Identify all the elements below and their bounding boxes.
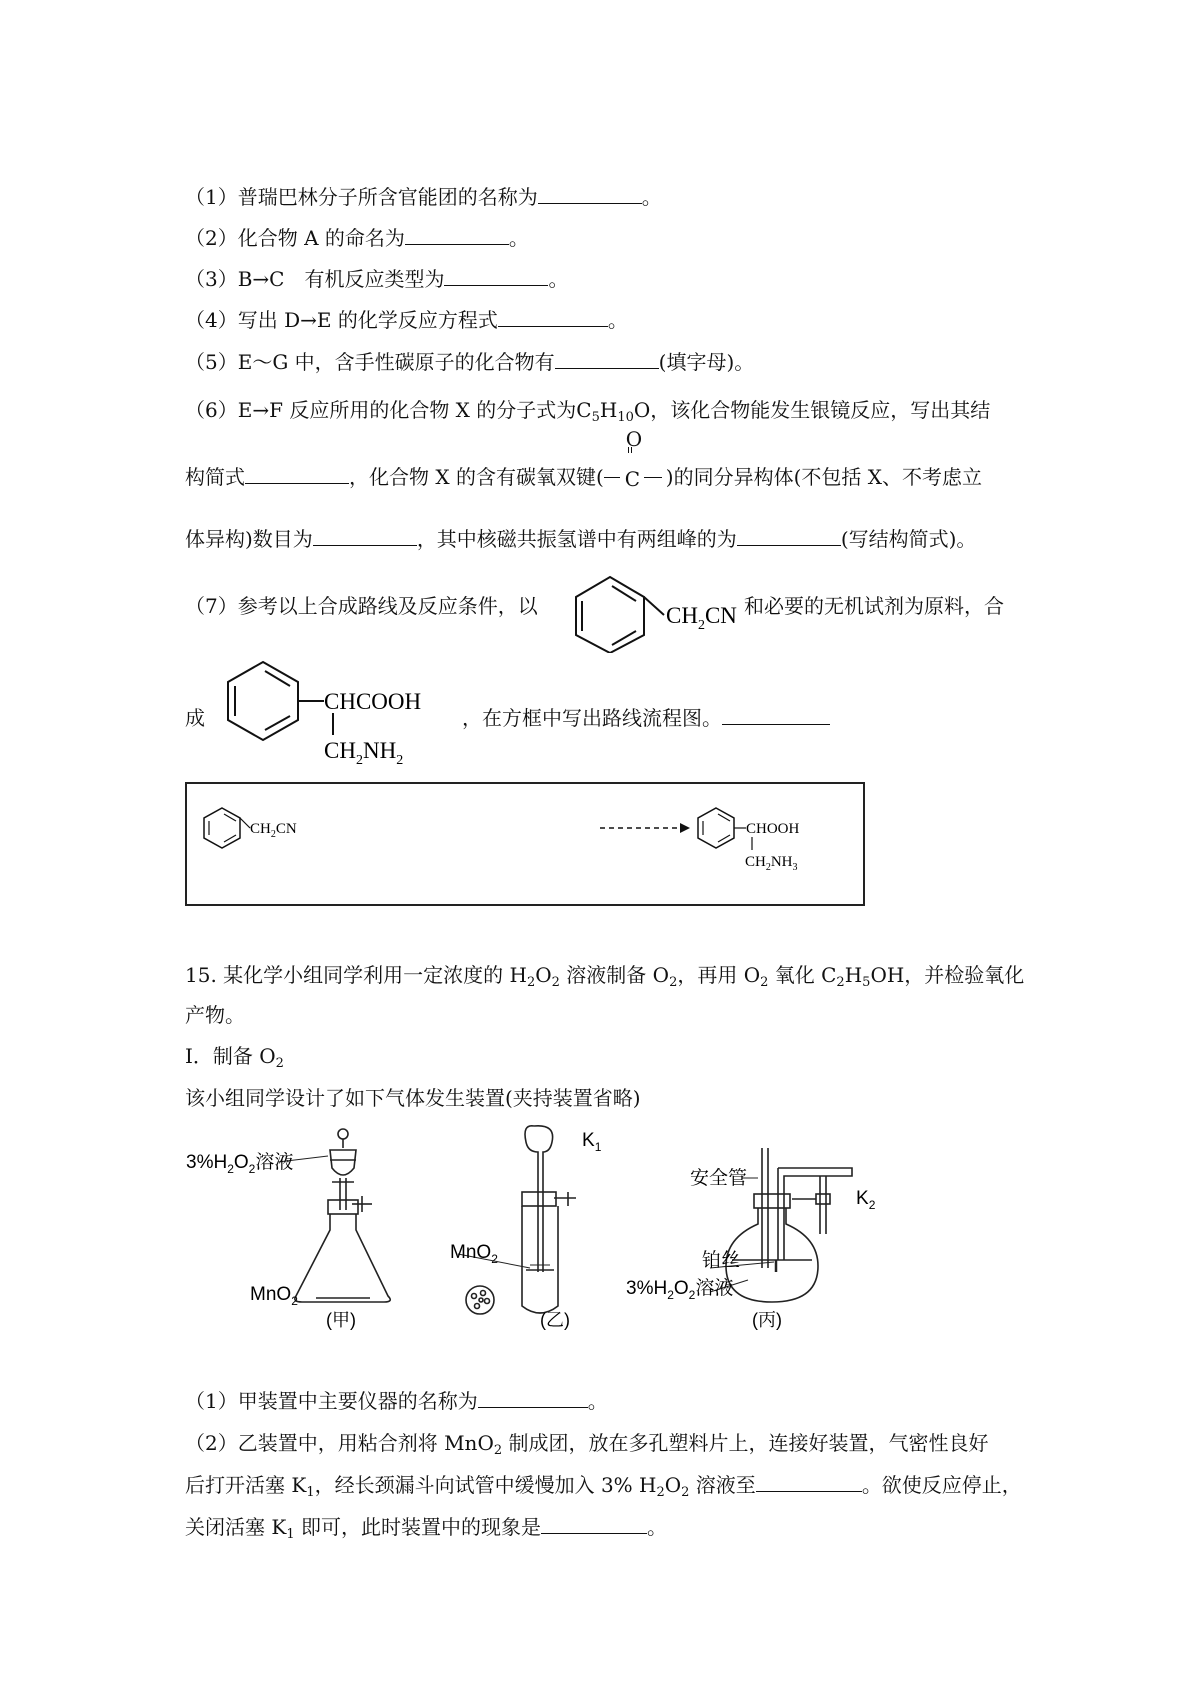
answer-blank[interactable] — [555, 348, 659, 369]
answer-blank[interactable] — [444, 265, 548, 286]
answer-blank[interactable] — [478, 1387, 588, 1408]
apparatus-figure — [180, 1120, 960, 1340]
q15-part1-q1: （1）甲装置中主要仪器的名称为 。 — [185, 1389, 608, 1413]
answer-blank[interactable] — [541, 1513, 647, 1534]
apparatus-jia — [278, 1129, 390, 1302]
q14-part4: （4）写出 D→E 的化学反应方程式 。 — [185, 308, 628, 332]
answer-blank[interactable] — [405, 224, 509, 245]
q14-part1: （1）普瑞巴林分子所含官能团的名称为 。 — [185, 185, 662, 209]
q14-part3: （3）B→C 有机反应类型为 。 — [185, 267, 569, 291]
q15-stem-line2: 产物。 — [185, 1003, 245, 1027]
box-start-label: $CH_2CN$ — [250, 821, 297, 840]
q14-part2: （2）化合物 A 的命名为 。 — [185, 226, 529, 250]
q14-part7-line1-tail: 和必要的无机试剂为原料，合 — [744, 594, 1004, 618]
q14-part7-line2-tail: ，在方框中写出路线流程图。 — [462, 703, 830, 733]
q14-part7-line1: （7）参考以上合成路线及反应条件，以 — [185, 594, 538, 618]
yi-solid-label: MnO$_2$ — [450, 1242, 498, 1266]
target-amino-acid-structure — [208, 658, 458, 770]
target-top-label: CHCOOH — [324, 689, 422, 714]
yi-valve-label: $K_1$ — [582, 1130, 602, 1154]
box-product-top: CHOOH — [746, 821, 800, 837]
q15-part1-q2-line3: 关闭活塞 $K_1$ 即可，此时装置中的现象是 。 — [185, 1515, 667, 1542]
q15-stem-line1: 15. 某化学小组同学利用一定浓度的 $H_2O_2$ 溶液制备 $O_2$，再用 $O_2$ 氧化 $C_2H_5OH$，并检验氧化 — [185, 963, 1025, 990]
answer-blank[interactable] — [756, 1471, 862, 1492]
answer-blank[interactable] — [538, 183, 642, 204]
bing-valve-label: $K_2$ — [856, 1188, 876, 1212]
jia-solid-label: MnO$_2$ — [250, 1284, 298, 1308]
answer-blank[interactable] — [313, 525, 417, 546]
answer-blank[interactable] — [737, 525, 841, 546]
bing-wire-label: 铂丝 — [702, 1250, 741, 1271]
box-product-bottom: $CH_2NH_3$ — [745, 854, 798, 873]
q14-part5: （5）E～G 中，含手性碳原子的化合物有 (填字母)。 — [185, 350, 755, 374]
route-box-content — [192, 800, 852, 896]
answer-blank[interactable] — [498, 306, 608, 327]
carbonyl-structure: $\frac{O}{C}$ — [604, 464, 666, 484]
q14-part6-line3: 体异构)数目为 ，其中核磁共振氢谱中有两组峰的为 (写结构简式)。 — [185, 527, 977, 551]
benzyl-cyanide-label: $CH_2CN$ — [666, 603, 737, 633]
answer-blank[interactable] — [722, 704, 830, 725]
bing-reagent-label: $3\%H_2O_2$溶液 — [626, 1278, 734, 1302]
apparatus-yi — [458, 1126, 576, 1314]
q15-design-text: 该小组同学设计了如下气体发生装置(夹持装置省略) — [185, 1086, 641, 1110]
jia-reagent-label: $3\%H_2O_2$溶液 — [186, 1152, 294, 1176]
q15-part1-q2-line2: 后打开活塞 $K_1$，经长颈漏斗向试管中缓慢加入 3% $H_2O_2$ 溶液至 。欲使反应停止， — [185, 1473, 1022, 1500]
q15-part1-heading: Ⅰ．制备 $O_2$ — [185, 1044, 284, 1071]
answer-blank[interactable] — [245, 463, 349, 484]
target-bottom-label: $CH_2NH_2$ — [324, 738, 404, 768]
formula-c5h10o: $C_5H_{10}O$ — [576, 398, 651, 425]
q14-part6-line1: （6）E→F 反应所用的化合物 X 的分子式为$C_5H_{10}O$，该化合物能发生银镜反应，写出其结 — [185, 398, 991, 425]
yi-caption: (乙) — [540, 1310, 570, 1330]
q14-part7-line2-start: 成 — [185, 706, 205, 730]
q14-part6-line2: 构简式 ，化合物 X 的含有碳氧双键( $\frac{O}{C}$ )的同分异构体(不包括 X、不考虑立 — [185, 427, 982, 491]
bing-caption: (丙) — [752, 1310, 782, 1330]
bing-tube-label: 安全管 — [690, 1168, 748, 1189]
jia-caption: (甲) — [326, 1310, 356, 1330]
q15-part1-q2-line1: （2）乙装置中，用粘合剂将 MnO$_2$ 制成团，放在多孔塑料片上，连接好装置，气密性良好 — [185, 1431, 989, 1458]
